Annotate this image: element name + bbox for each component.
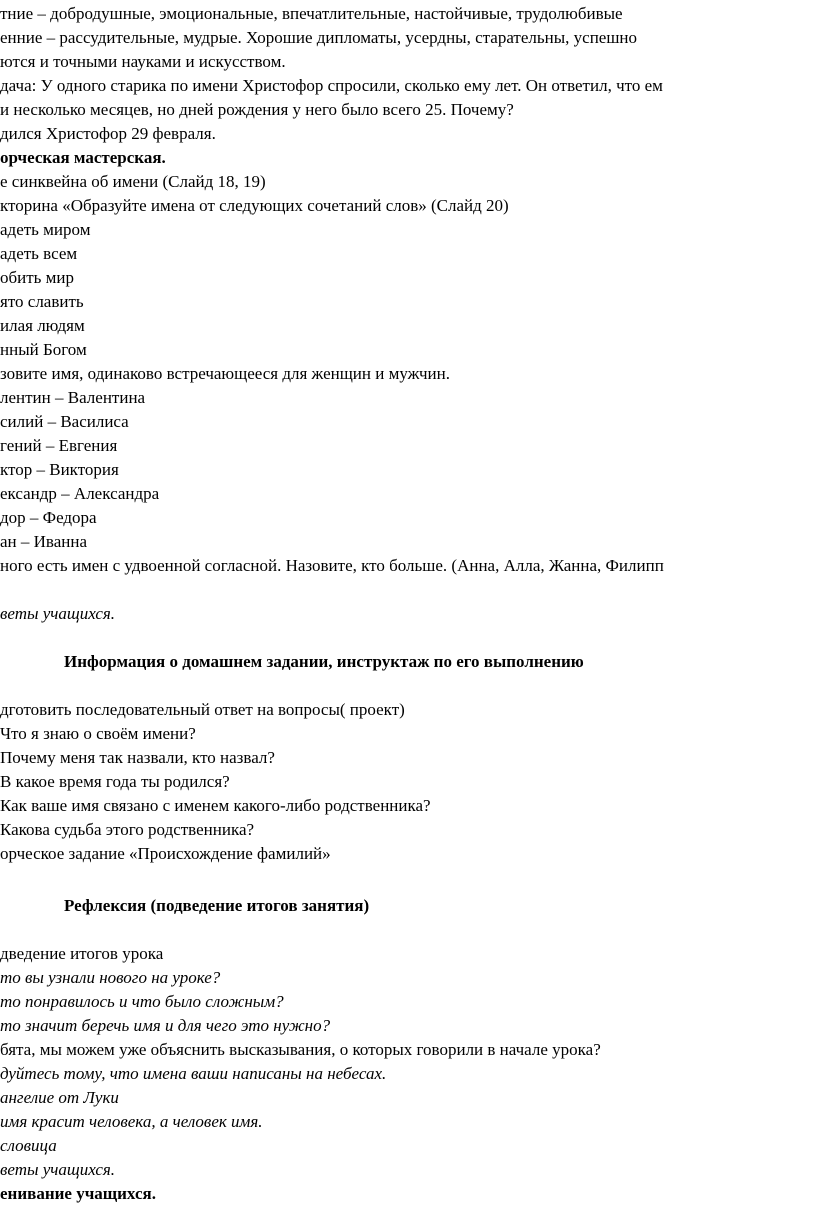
text-line: е синквейна об имени (Слайд 18, 19) <box>0 172 266 191</box>
list-item: силий – Василиса <box>0 412 129 431</box>
section-heading: Рефлексия (подведение итогов занятия) <box>64 896 370 915</box>
text-line: ются и точными науками и искусством. <box>0 52 286 71</box>
italic-note: веты учащихся. <box>0 604 116 623</box>
list-item: гений – Евгения <box>0 436 118 455</box>
italic-source: словица <box>0 1136 57 1155</box>
text-line: и несколько месяцев, но дней рождения у него было всего 25. Почему? <box>0 100 514 119</box>
list-item: Что я знаю о своём имени? <box>0 724 196 743</box>
list-item: лентин – Валентина <box>0 388 146 407</box>
text-line: зовите имя, одинаково встречающееся для женщин и мужчин. <box>0 364 450 383</box>
list-item: обить мир <box>0 268 75 287</box>
italic-note: веты учащихся. <box>0 1160 116 1179</box>
italic-question: то понравилось и что было сложным? <box>0 992 284 1011</box>
list-item: ан – Иванна <box>0 532 88 551</box>
text-line: кторина «Образуйте имена от следующих сочетаний слов» (Слайд 20) <box>0 196 509 215</box>
section-heading: енивание учащихся. <box>0 1184 156 1203</box>
italic-quote: дуйтесь тому, что имена ваши написаны на небесах. <box>0 1064 387 1083</box>
italic-question: то вы узнали нового на уроке? <box>0 968 221 987</box>
list-item: ктор – Виктория <box>0 460 119 479</box>
list-item: адеть миром <box>0 220 91 239</box>
section-heading: орческая мастерская. <box>0 148 166 167</box>
list-item: ято славить <box>0 292 84 311</box>
list-item: дор – Федора <box>0 508 97 527</box>
text-line: енние – рассудительные, мудрые. Хорошие дипломаты, усердны, старательны, успешно <box>0 28 638 47</box>
list-item: Почему меня так назвали, кто назвал? <box>0 748 275 767</box>
text-line: бята, мы можем уже объяснить высказывания, о которых говорили в начале урока? <box>0 1040 601 1059</box>
text-line: дился Христофор 29 февраля. <box>0 124 216 143</box>
list-item: адеть всем <box>0 244 78 263</box>
list-item: В какое время года ты родился? <box>0 772 230 791</box>
list-item: нный Богом <box>0 340 87 359</box>
section-heading: Информация о домашнем задании, инструктаж по его выполнению <box>64 652 584 671</box>
list-item: ександр – Александра <box>0 484 160 503</box>
italic-question: то значит беречь имя и для чего это нужно? <box>0 1016 331 1035</box>
text-line: орческое задание «Происхождение фамилий» <box>0 844 331 863</box>
list-item: Как ваше имя связано с именем какого-либо родственника? <box>0 796 431 815</box>
list-item: илая людям <box>0 316 85 335</box>
text-line: ного есть имен с удвоенной согласной. Назовите, кто больше. (Анна, Алла, Жанна, Филипп <box>0 556 664 575</box>
list-item: Какова судьба этого родственника? <box>0 820 255 839</box>
text-line: дготовить последовательный ответ на вопросы( проект) <box>0 700 405 719</box>
text-line: дведение итогов урока <box>0 944 164 963</box>
italic-quote: имя красит человека, а человек имя. <box>0 1112 263 1131</box>
text-line: тние – добродушные, эмоциональные, впечатлительные, настойчивые, трудолюбивые <box>0 4 623 23</box>
text-line: дача: У одного старика по имени Христофор спросили, сколько ему лет. Он ответил, что ем <box>0 76 663 95</box>
italic-source: ангелие от Луки <box>0 1088 119 1107</box>
